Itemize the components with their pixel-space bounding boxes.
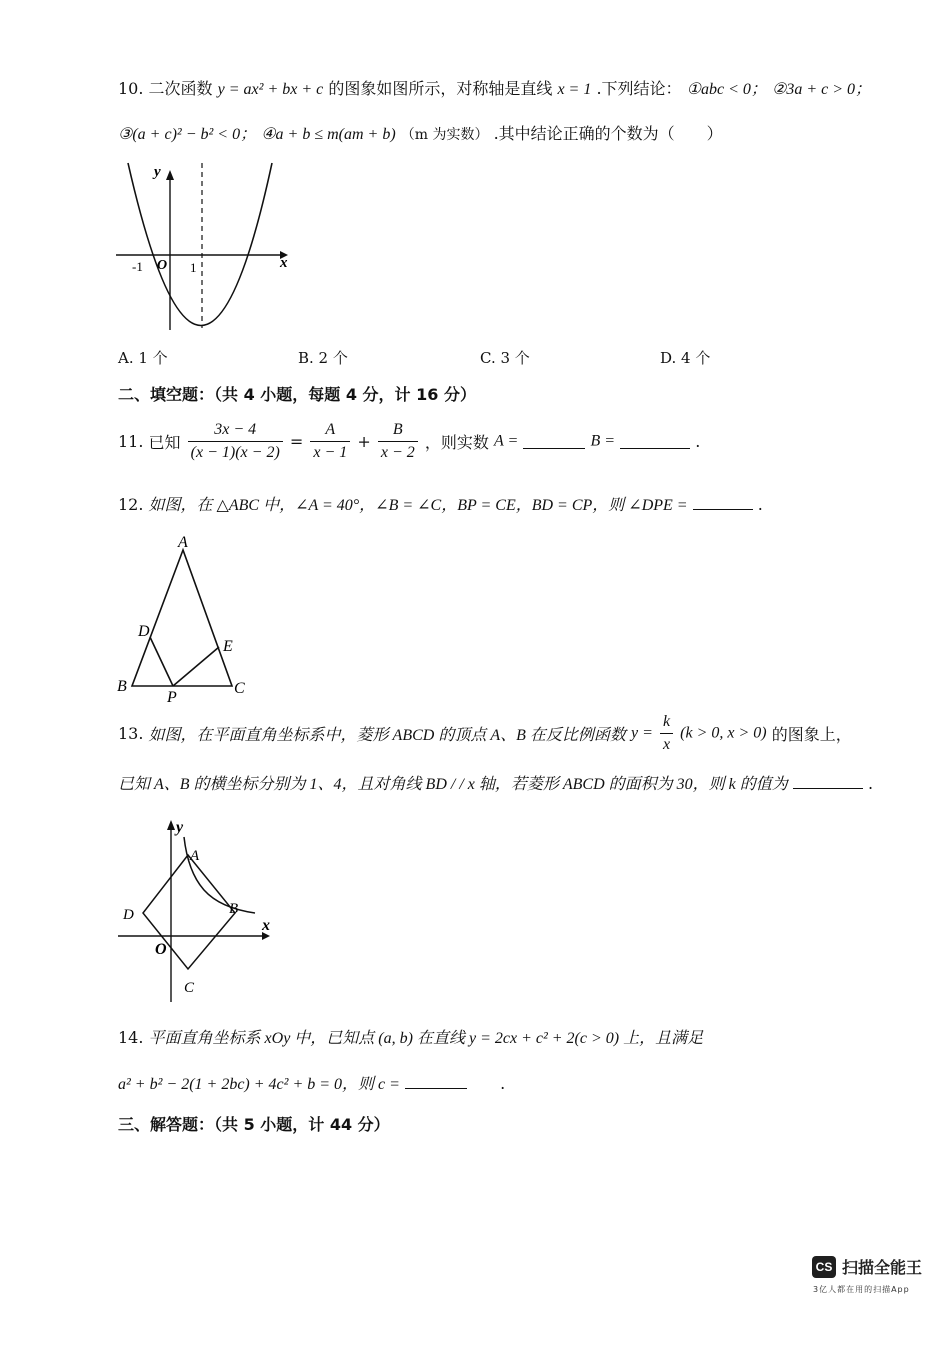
camscanner-logo: CS xyxy=(812,1256,836,1278)
fig-a-label: A xyxy=(190,848,200,864)
q11-answer-a-blank[interactable] xyxy=(523,434,585,449)
q10-option-d: D. 4 个 xyxy=(660,349,711,367)
q12-answer-blank[interactable] xyxy=(693,495,753,510)
graph-x-label: x xyxy=(280,255,288,271)
q13-line1: 13. 如图，在平面直角坐标系中，菱形 ABCD 的顶点 A、B 在反比例函数 y = $\frac{k}{x}$ (k > 0, x > 0) 的图象上， xyxy=(118,713,852,753)
q10-option-c: C. 3 个 xyxy=(480,349,530,367)
q10-option-b: B. 2 个 xyxy=(298,349,348,367)
graph-neg1-label: -1 xyxy=(132,259,143,274)
q13-line2: 已知 A、B 的横坐标分别为 1、4，且对角线 BD / / x 轴，若菱形 ABCD 的面积为 30，则 k 的值为 . xyxy=(118,774,874,793)
label-e: E xyxy=(223,638,233,655)
y-axis-arrow-icon xyxy=(167,820,175,830)
y-axis-arrow-icon xyxy=(166,170,174,180)
parabola-curve xyxy=(128,163,272,326)
q13-rhombus-figure xyxy=(112,812,282,1007)
section3-title: 三、解答题：（共 5 小题，计 44 分） xyxy=(118,1115,390,1134)
q11-fraction-left: $\frac{3x - 4}{(x - 1)(x - 2)}$ xyxy=(188,420,283,463)
fig-c-label: C xyxy=(184,980,195,996)
q13-func-fraction: $\frac{k}{x}$ xyxy=(660,712,673,755)
label-b: B xyxy=(117,678,127,695)
q11-line: 11. 已知 $\frac{3x - 4}{(x - 1)(x - 2)}$ = $\frac{A}{x - 1}$ + $\frac{B}{x - 2}$ ，则实数 A = B = . xyxy=(118,421,701,461)
q13-answer-blank[interactable] xyxy=(793,774,863,789)
graph-y-label: y xyxy=(154,164,161,180)
q10-option-a: A. 1 个 xyxy=(118,349,168,367)
q11-fraction-b: $\frac{B}{x - 2}$ xyxy=(378,420,418,463)
label-p: P xyxy=(167,689,177,705)
fig-o-label: O xyxy=(155,941,167,958)
fig-y-label: y xyxy=(176,819,184,836)
label-c: C xyxy=(234,680,245,697)
graph-origin-label: O xyxy=(157,258,168,273)
segment-dp xyxy=(150,637,173,686)
fig-x-label: x xyxy=(262,917,270,934)
q10-parabola-figure xyxy=(112,158,302,338)
q11-answer-b-blank[interactable] xyxy=(620,434,690,449)
q14-line2: a² + b² − 2(1 + 2bc) + 4c² + b = 0，则 c = . xyxy=(118,1074,506,1093)
fig-b-label: B xyxy=(229,901,239,917)
q11-fraction-a: $\frac{A}{x - 1}$ xyxy=(310,420,350,463)
label-a: A xyxy=(178,534,188,551)
label-d: D xyxy=(138,623,150,640)
segment-pe xyxy=(173,647,219,686)
q10-line1: 10. 二次函数 y = ax² + bx + c 的图象如图所示，对称轴是直线 x = 1 .下列结论： ①abc < 0； ②3a + c > 0； xyxy=(118,79,872,98)
q12-triangle-figure xyxy=(112,530,262,705)
q12-line: 12. 如图，在 △ABC 中，∠A = 40°，∠B = ∠C，BP = CE，BD = CP，则 ∠DPE = . xyxy=(118,495,763,514)
camscanner-tagline: 3亿人都在用的扫描App xyxy=(813,1285,910,1294)
section2-title: 二、填空题：（共 4 小题，每题 4 分，计 16 分） xyxy=(118,385,476,404)
q14-answer-blank[interactable] xyxy=(405,1074,467,1089)
graph-one-label: 1 xyxy=(190,260,197,275)
triangle-abc xyxy=(132,550,232,686)
q14-line1: 14. 平面直角坐标系 xOy 中，已知点 (a, b) 在直线 y = 2cx + c² + 2(c > 0) 上，且满足 xyxy=(118,1028,704,1047)
q10-line2: ③(a + c)² − b² < 0； ④a + b ≤ m(am + b) （m 为实数） .其中结论正确的个数为（ ） xyxy=(118,124,723,143)
camscanner-name: 扫描全能王 xyxy=(842,1258,923,1277)
fig-d-label: D xyxy=(123,907,134,923)
